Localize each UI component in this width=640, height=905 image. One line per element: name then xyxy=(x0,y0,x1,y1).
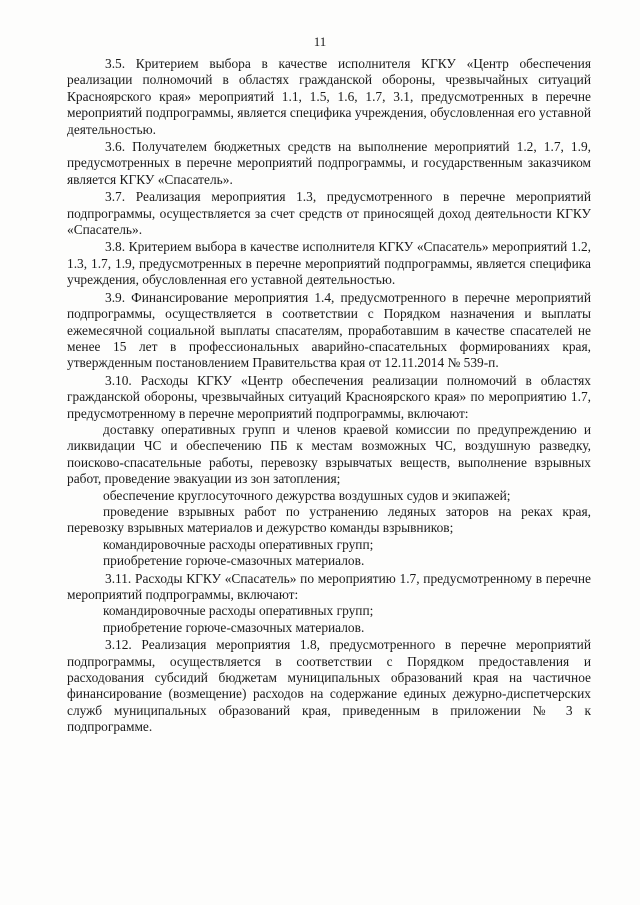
paragraph-3-11: 3.11. Расходы КГКУ «Спасатель» по мероприятию 1.7, предусмотренному в перечне мероприятий подпрограммы, включают: xyxy=(67,570,591,602)
list-item-duty: обеспечение круглосуточного дежурства воздушных судов и экипажей; xyxy=(103,487,511,503)
list-item-fuel-2: приобретение горюче-смазочных материалов. xyxy=(103,619,365,635)
page-number: 11 xyxy=(313,34,327,49)
document-body xyxy=(67,56,591,736)
list-item-delivery: доставку оперативных групп и членов краевой комиссии по предупреждению и ликвидации ЧС и обеспечению ПБ к местам возможных ЧС, воздушную разведку, поисково-спасательные работы, перевозку взрывчатых веществ, выполнение взрывных работ, проведение эвакуации из зон затопления; xyxy=(67,421,591,487)
list-item-travel-expenses-2: командировочные расходы оперативных групп; xyxy=(103,603,374,619)
paragraph-3-5: 3.5. Критерием выбора в качестве исполнителя КГКУ «Центр обеспечения реализации полномочий в областях гражданской обороны, чрезвычайных ситуаций Красноярского края» мероприятий 1.1, 1.5, 1.6, 1.7, 3.1, предусмотренных в перечне мероприятий подпрограммы, является специфика учреждения, обусловленная его уставной деятельностью. xyxy=(67,56,591,137)
paragraph-3-6: 3.6. Получателем бюджетных средств на выполнение мероприятий 1.2, 1.7, 1.9, предусмотренных в перечне мероприятий подпрограммы, и государственным заказчиком является КГКУ «Спасатель». xyxy=(67,139,591,187)
paragraph-3-7: 3.7. Реализация мероприятия 1.3, предусмотренного в перечне мероприятий подпрограммы, осуществляется за счет средств от приносящей доход деятельности КГКУ «Спасатель». xyxy=(67,189,591,238)
paragraph-3-9: 3.9. Финансирование мероприятия 1.4, предусмотренного в перечне мероприятий подпрограммы, осуществляется в соответствии с Порядком назначения и выплаты ежемесячной социальной выплаты спасателям, проработавшим в качестве спасателей не менее 15 лет в профессиональных аварийно-спасательных формированиях края, утвержденным постановлением Правительства края от 12.11.2014 № 539-п. xyxy=(67,289,591,371)
paragraph-3-10: 3.10. Расходы КГКУ «Центр обеспечения реализации полномочий в областях гражданской обороны, чрезвычайных ситуаций Красноярского края» по мероприятию 1.7, предусмотренному в перечне мероприятий подпрограммы, включают: xyxy=(67,372,591,421)
list-item-travel-expenses: командировочные расходы оперативных групп; xyxy=(103,536,374,552)
paragraph-3-12: 3.12. Реализация мероприятия 1.8, предусмотренного в перечне мероприятий подпрограммы, осуществляется в соответствии с Порядком предоставления и расходования субсидий бюджетам муниципальных образований края на частичное финансирование (возмещение) расходов на содержание единых дежурно-диспетчерских служб муниципальных образований края, приведенным в приложении № 3 к подпрограмме. xyxy=(67,637,591,735)
paragraph-3-8: 3.8. Критерием выбора в качестве исполнителя КГКУ «Спасатель» мероприятий 1.2, 1.3, 1.7, 1.9, предусмотренных в перечне мероприятий подпрограммы, является специфика учреждения, обусловленная его уставной деятельностью. xyxy=(67,239,591,288)
list-item-fuel: приобретение горюче-смазочных материалов. xyxy=(103,553,365,569)
list-item-blasting: проведение взрывных работ по устранению ледяных заторов на реках края, перевозку взрывных материалов и дежурство команды взрывников; xyxy=(67,503,591,536)
